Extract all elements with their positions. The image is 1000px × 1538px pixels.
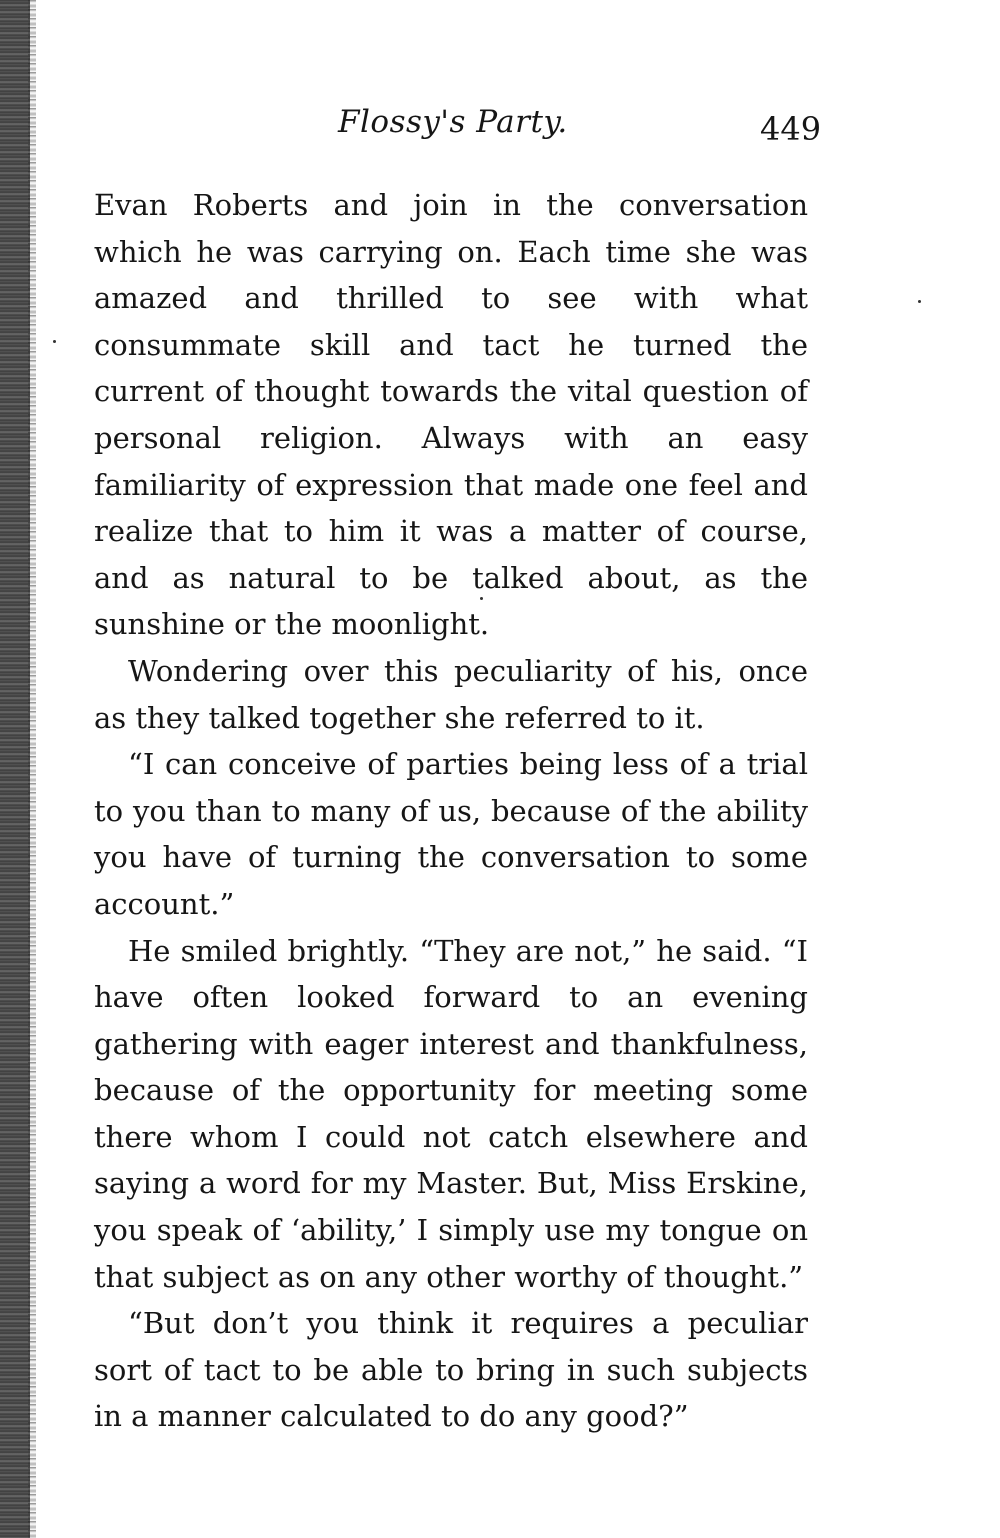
- paragraph-1: Evan Roberts and join in the conversation which he was carrying on. Each time she was amazed and thrilled to see with what consummate skill and tact he turned the current of thought towards the vital question of personal religion. Always with an easy familiarity of expression that made one feel and realize that to him it was a matter of course, and as natural to be talked about, as the sunshine or the moonlight.: [94, 188, 808, 642]
- paragraph-5: “But don’t you think it requires a peculiar sort of tact to be able to bring in such subjects in a manner calculated to do any good?”: [94, 1306, 808, 1434]
- ink-speck: [480, 597, 483, 600]
- paragraph-3: “I can conceive of parties being less of a trial to you than to many of us, because of the ability you have of turning the conversation to some account.”: [94, 747, 808, 921]
- page-binding-edge: [0, 0, 30, 1538]
- body-text: [94, 182, 808, 1440]
- ink-speck: [53, 340, 56, 343]
- running-head-title: Flossy's Party.: [338, 104, 568, 140]
- paragraph-2: Wondering over this peculiarity of his, once as they talked together she referred to it.: [94, 653, 808, 735]
- ink-speck: [918, 300, 921, 303]
- page-number: 449: [760, 110, 822, 148]
- paragraph-4: He smiled brightly. “They are not,” he said. “I have often looked forward to an evening gathering with eager interest and thankfulness, because of the opportunity for meeting some there whom I could not catch elsewhere and saying a word for my Master. But, Miss Erskine, you speak of ‘ability,’ I simply use my tongue on that subject as on any other worthy of thought.”: [94, 933, 808, 1294]
